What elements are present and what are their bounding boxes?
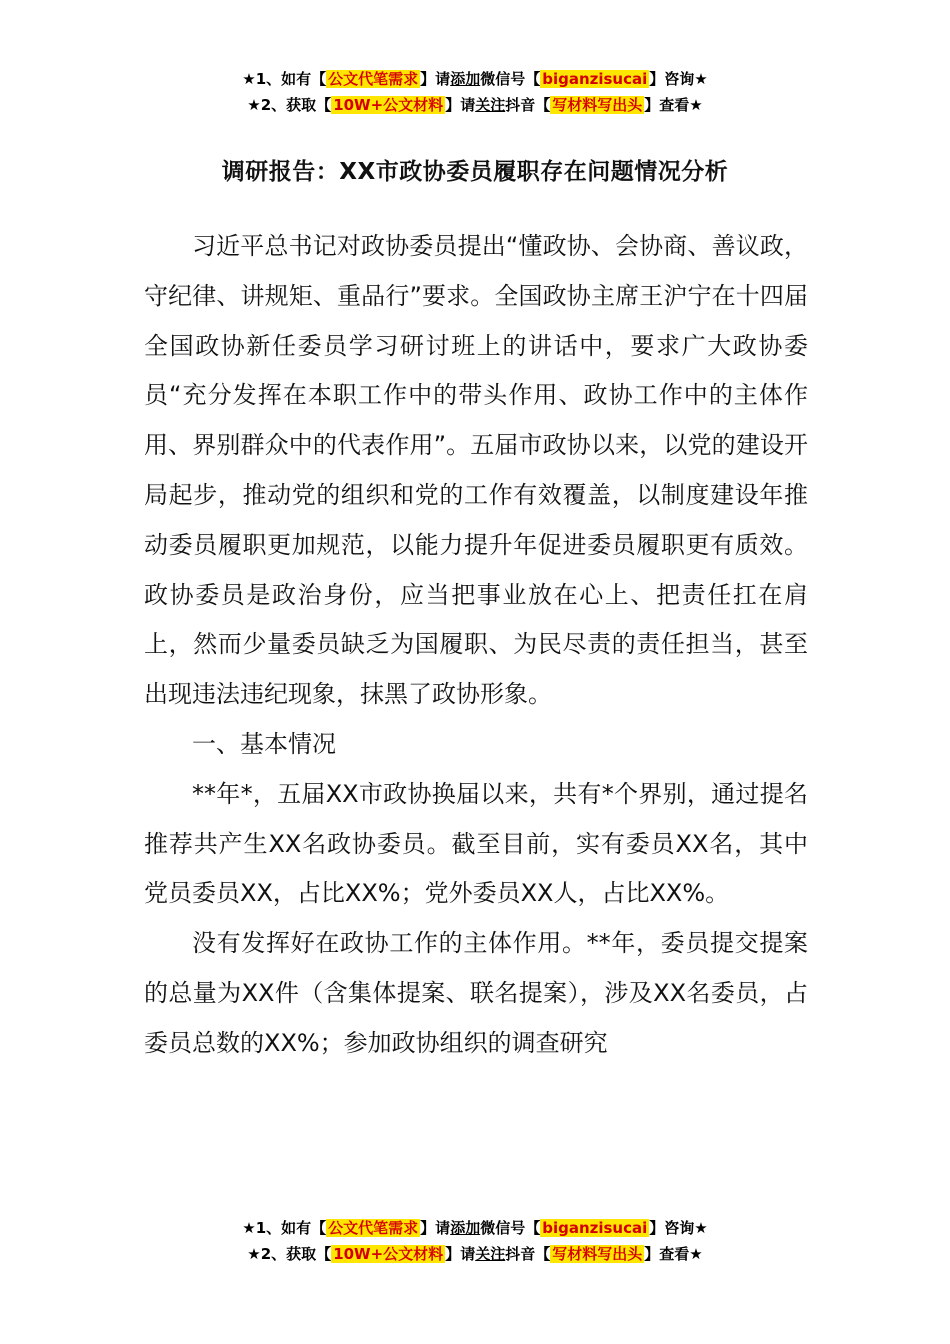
promo-line-2: [0, 92, 950, 118]
promo-text: 】查看★: [644, 96, 703, 114]
highlight-douyin-account: 写材料写出头: [552, 96, 643, 114]
promo-line-2: [0, 1241, 950, 1267]
promo-banner-bottom: [0, 1215, 950, 1267]
promo-text: 】咨询★: [649, 70, 708, 88]
highlight-wechat-id: biganzisucai: [542, 70, 648, 88]
paragraph-intro: 习近平总书记对政协委员提出“懂政协、会协商、善议政，守纪律、讲规矩、重品行”要求。全国政协主席王沪宁在十四届全国政协新任委员学习研讨班上的讲话中，要求广大政协委员“充分发挥在本职工作中的带头作用、政协工作中的主体作用、界别群众中的代表作用”。五届市政协以来，以党的建设开局起步，推动党的组织和党的工作有效覆盖，以制度建设年推动委员履职更加规范，以能力提升年促进委员履职更有质效。政协委员是政治身份，应当把事业放在心上、把责任扛在肩上，然而少量委员缺乏为国履职、为民尽责的责任担当，甚至出现违法违纪现象，抹黑了政协形象。: [144, 232, 808, 709]
promo-text: 抖音【: [505, 1245, 551, 1263]
highlight-materials: 10W+公文材料: [333, 1245, 444, 1263]
document-title: 调研报告：XX市政协委员履职存在问题情况分析: [221, 159, 729, 185]
highlight-wechat-id: biganzisucai: [542, 1219, 648, 1237]
promo-text: 微信号【: [480, 1219, 541, 1237]
promo-underlined: 关注: [475, 96, 506, 114]
promo-text: 抖音【: [505, 96, 551, 114]
paragraph-main-role: 没有发挥好在政协工作的主体作用。**年，委员提交提案的总量为XX件（含集体提案、联名提案），涉及XX名委员，占委员总数的XX%；参加政协组织的调查研究: [144, 929, 808, 1057]
promo-underlined: 添加: [450, 70, 481, 88]
highlight-materials: 10W+公文材料: [333, 96, 444, 114]
document-body: [144, 222, 808, 1069]
highlight-douyin-account: 写材料写出头: [552, 1245, 643, 1263]
promo-text: 】查看★: [644, 1245, 703, 1263]
promo-text: ★1、如有【: [242, 70, 327, 88]
promo-line-1: [0, 66, 950, 92]
promo-text: ★1、如有【: [242, 1219, 327, 1237]
promo-text: 】请: [420, 70, 451, 88]
promo-underlined: 关注: [475, 1245, 506, 1263]
promo-text: ★2、获取【: [247, 1245, 332, 1263]
highlight-ghostwriting: 公文代笔需求: [328, 70, 419, 88]
promo-text: ★2、获取【: [247, 96, 332, 114]
section-heading-basic-situation: 一、基本情况: [192, 729, 336, 758]
paragraph-member-stats: **年*，五届XX市政协换届以来，共有*个界别，通过提名推荐共产生XX名政协委员。截至目前，实有委员XX名，其中党员委员XX，占比XX%；党外委员XX人，占比XX%。: [144, 779, 808, 908]
highlight-ghostwriting: 公文代笔需求: [328, 1219, 419, 1237]
promo-underlined: 添加: [450, 1219, 481, 1237]
promo-text: 】请: [420, 1219, 451, 1237]
promo-banner-top: [0, 66, 950, 118]
promo-text: 微信号【: [480, 70, 541, 88]
promo-text: 】咨询★: [649, 1219, 708, 1237]
promo-text: 】请: [445, 96, 476, 114]
promo-text: 】请: [445, 1245, 476, 1263]
promo-line-1: [0, 1215, 950, 1241]
